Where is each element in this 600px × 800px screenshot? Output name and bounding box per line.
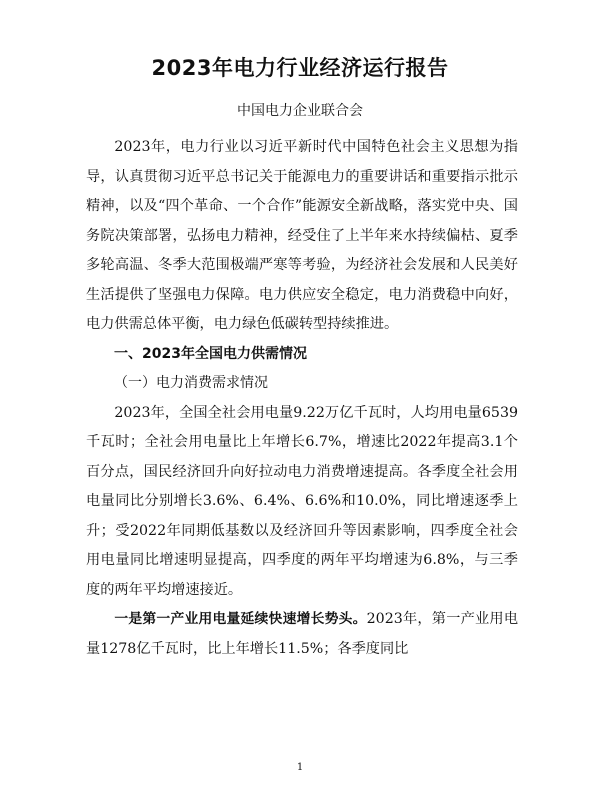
primary-industry-lead: 一是第一产业用电量延续快速增长势头。 xyxy=(114,611,367,627)
primary-industry-text: 2023年，第一产业用电量1278亿千瓦时，比上年增长11.5%；各季度同比 xyxy=(86,611,519,657)
document-title: 2023年电力行业经济运行报告 xyxy=(151,56,449,80)
section-heading: 一、2023年全国电力供需情况 xyxy=(114,345,307,362)
consumption-paragraph: 2023年，全国全社会用电量9.22万亿千瓦时，人均用电量6539千瓦时；全社会用电量比上年增长6.7%，增速比2022年提高3.1个百分点，国民经济回升向好拉动电力消费增速提高。各季度全社会用电量同比分别增长3.6%、6.4%、6.6%和10.0%，同比增速逐季上升；受2022年同期低基数以及经济回升等因素影响，四季度全社会用电量同比增速明显提高，四季度的两年平均增速为6.8%，与三季度的两年平均增速接近。 xyxy=(86,404,518,598)
page-number: 1 xyxy=(296,762,304,773)
primary-industry-paragraph xyxy=(86,605,518,664)
intro-paragraph: 2023年，电力行业以习近平新时代中国特色社会主义思想为指导，认真贯彻习近平总书记关于能源电力的重要讲话和重要指示批示精神，以及“四个革命、一个合作”能源安全新战略，落实党中央、国务院决策部署，弘扬电力精神，经受住了上半年来水持续偏枯、夏季多轮高温、冬季大范围极端严寒等考验，为经济社会发展和人民美好生活提供了坚强电力保障。电力供应安全稳定，电力消费稳中向好，电力供需总体平衡，电力绿色低碳转型持续推进。 xyxy=(86,139,518,332)
document-author: 中国电力企业联合会 xyxy=(237,103,363,119)
subsection-heading: （一）电力消费需求情况 xyxy=(114,375,268,391)
document-body xyxy=(86,133,518,664)
